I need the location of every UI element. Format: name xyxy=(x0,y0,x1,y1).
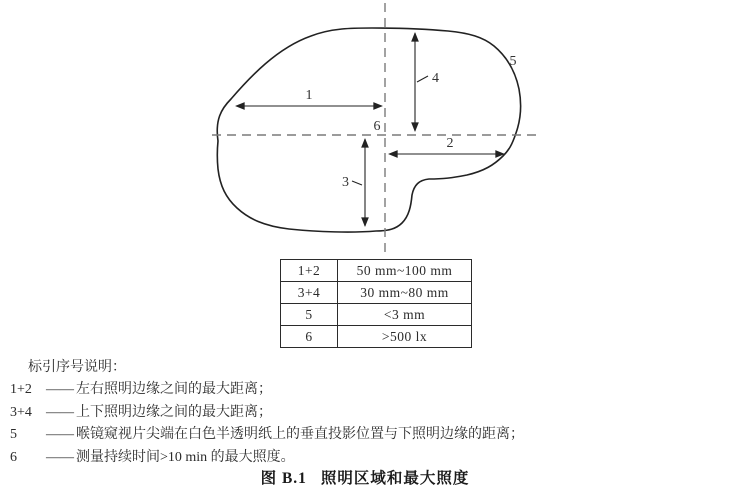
table-cell-value: 50 mm~100 mm xyxy=(338,260,472,282)
table-cell-key: 3+4 xyxy=(281,282,338,304)
label-3-leader-line xyxy=(352,181,362,185)
legend-item xyxy=(10,379,524,401)
legend-heading: 标引序号说明： xyxy=(28,360,126,375)
table-cell-key: 6 xyxy=(281,326,338,348)
legend-item-dash: —— xyxy=(46,427,74,443)
table-cell-key: 5 xyxy=(281,304,338,326)
figure-caption xyxy=(0,466,730,488)
table-cell-value: <3 mm xyxy=(338,304,472,326)
figure-caption-title: 照明区域和最大照度 xyxy=(320,470,470,487)
table-row xyxy=(281,282,472,304)
legend-item-desc: 左右照明边缘之间的最大距离； xyxy=(76,382,272,398)
table-row xyxy=(281,326,472,348)
callout-label-5: 5 xyxy=(509,54,517,69)
legend-item-dash: —— xyxy=(46,382,74,398)
legend-item xyxy=(10,424,524,446)
legend-item-dash: —— xyxy=(46,404,74,420)
legend-item-desc: 测量持续时间>10 min 的最大照度。 xyxy=(76,449,295,465)
table-cell-value: 30 mm~80 mm xyxy=(338,282,472,304)
callout-label-4: 4 xyxy=(432,71,439,86)
legend-item-desc: 喉镜窥视片尖端在白色半透明纸上的垂直投影位置与下照明边缘的距离； xyxy=(76,427,524,443)
legend-item-key: 5 xyxy=(10,427,17,443)
callout-label-6: 6 xyxy=(373,119,381,134)
figure-caption-number: 图 B.1 xyxy=(260,470,307,487)
legend-item-dash: —— xyxy=(46,449,74,465)
legend-item-key: 1+2 xyxy=(10,382,32,398)
callout-label-2: 2 xyxy=(446,136,454,151)
legend-item-key: 6 xyxy=(10,449,17,465)
legend xyxy=(10,357,524,469)
table-cell-key: 1+2 xyxy=(281,260,338,282)
dimension-spec-table xyxy=(280,259,472,348)
table-row xyxy=(281,260,472,282)
legend-item-desc: 上下照明边缘之间的最大距离； xyxy=(76,404,272,420)
callout-label-1: 1 xyxy=(305,88,313,103)
legend-item-key: 3+4 xyxy=(10,404,32,420)
table-row xyxy=(281,304,472,326)
table-cell-value: >500 lx xyxy=(338,326,472,348)
illumination-area-outline xyxy=(217,28,520,232)
callout-label-3: 3 xyxy=(342,175,349,190)
label-4-leader-line xyxy=(417,76,428,82)
legend-item xyxy=(10,402,524,424)
